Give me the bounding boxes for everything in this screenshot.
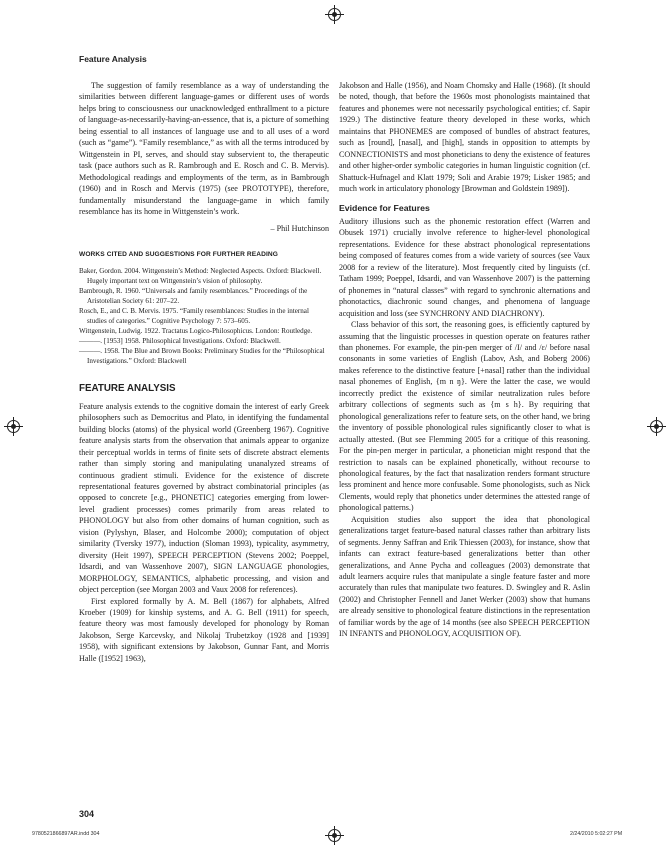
page-number: 304 <box>79 809 95 819</box>
evidence-paragraph: Class behavior of this sort, the reasoning goes, is efficiently captured by assuming that the linguistic processes in question operate on features rather than phonemes. For example, the pin-pen merger of /I/ and /ɛ/ before nasal consonants in some varieties of English (Labov, Ash, and Boberg 2006) makes reference to the distinctive feature [+nasal] rather than the individual nasal phonemes of English, {m n ŋ}. Were the latter the case, we would incorrectly predict the existence of similar neutralization rules before arbitrary collections of segments such as {m s h}. By requiring that phonological generalizations refer to feature sets, on the other hand, we bring the inventory of possible phonological rules significantly closer to what is actually attested. (But see Flemming 2005 for a critique of this reasoning. For the pin-pen merger in particular, a phonetician might respond that the restriction to nasals can be explained phonetically, without recourse to phonological features, by the fact that nasalization renders formant structure less prominent and hence more confusable. Some phonologists, such as Nick Clements, would reply that phonetics under determines the attested range of phonological patterns.) <box>339 320 590 513</box>
feature-paragraph: First explored formally by A. M. Bell (1867) for alphabets, Alfred Kroeber (1909) for kinship systems, and A. G. Bell (1911) for speech, feature theory was most famously developed for phonology by Roman Jakobson, Serge Karcevsky, and Nikolaj Trubetzkoy (1928 and [1939] 1958), with significant extensions by Jakobson, Gunnar Fant, and Morris Halle ([1952] 1963), <box>79 596 329 663</box>
works-cited-heading: WORKS CITED AND SUGGESTIONS FOR FURTHER READING <box>79 250 278 258</box>
left-column <box>79 80 329 664</box>
reference-item: ———. [1953] 1958. Philosophical Investigations. Oxford: Blackwell. <box>79 337 281 346</box>
reference-item: Wittgenstein, Ludwig. 1922. Tractatus Logico-Philosophicus. London: Routledge. <box>79 327 313 336</box>
evidence-paragraph: Acquisition studies also support the idea that phonological generalizations target feature-based natural classes rather than arbitrary lists of segments. Jenny Saffran and Erik Thiessen (2003), for instance, show that infants can extract feature-based generalizations better than other generalizations, and Anne Pycha and colleagues (2003) demonstrate that adult learners acquire rules that manipulate a single feature faster and more accurately than rules that manipulate two features. D. Swingley and R. Aslin (2002) and Christopher Fennell and Janet Werker (2003) show that humans are already sensitive to phonological feature distinctions in the representation of familiar words by the age of 14 months (see also SPEECH PERCEPTION IN INFANTS and PHONOLOGY, ACQUISITION OF). <box>339 514 590 639</box>
registration-mark-bottom-icon <box>328 829 341 842</box>
feature-paragraph: Feature analysis extends to the cognitive domain the interest of early Greek philosophers such as Democritus and Plato, in identifying the fundamental building blocks (atoms) of the physical world (Greenberg 1967). Cognitive feature analysis starts from the observation that animals appear to organize their perceptual worlds in terms of finite sets of discrete abstract elements rather than simply storing and manipulating unanalyzed streams of continuous gradient stimuli. Evidence for the existence of discrete representational features governed by abstract combinatorial principles (as opposed to concrete [e.g., PHONETIC] categories emerging from lower-level gradient processes) comes primarily from areas related to PHONOLOGY but also from other domains of human cognition, such as vision (Pylyshyn, Blaser, and Holcombe 2000); computation of object similarity (Tversky 1977), induction (Sloman 1993), typicality, asymmetry, diversity (Heit 1997), SPEECH PERCEPTION (Stevens 2002; Poeppel, Idsardi, and van Wassenhove 2007), SIGN LANGUAGE phonologies, MORPHOLOGY, SEMANTICS, alphabetic processing, and vision and object perception (see Morgan 2003 and Vaux 2008 for references). <box>79 401 329 595</box>
evidence-paragraph: Auditory illusions such as the phonemic restoration effect (Warren and Obusek 1971) crucially involve reference to higher-level phonological representations. Evidence for these abstract phonological representations being composed of features comes from a wide variety of sources (see Vaux 2008 for a review of the literature). Most frequently cited by linguists (cf. Tatham 1999; Poeppel, Idsardi, and van Wassenhove 2007) is the patterning of phonemes in “natural classes” with regard to synchronic alternations and phonotactics, diachronic sound changes, and phenomena of language acquisition and loss (see SYNCHRONY AND DIACHRONY). <box>339 216 590 318</box>
reference-item: Baker, Gordon. 2004. Wittgenstein’s Method: Neglected Aspects. Oxford: Blackwell. Hugely important text on Wittgenstein’s vision of philosophy. <box>79 267 322 286</box>
footer-timestamp: 2/24/2010 5:02:27 PM <box>570 831 623 837</box>
reference-list <box>79 266 329 366</box>
evidence-heading: Evidence for Features <box>339 202 430 213</box>
intro-paragraph: The suggestion of family resemblance as a way of understanding the similarities between different language-games or different uses of words helps bring to consciousness our unacknowledged enthrallment to a picture of language-as-necessarily-having-an-essence, that is, a picture of something being essential to all instances of language use and to all uses of a word (such as “game”). “Family resemblance,” as with all the terms introduced by Wittgenstein in PI, serves, and should stay subservient to, the therapeutic task (pace authors such as R. Rambrough and E. Rosch and C. B. Mervis). Methodological readings and employments of the term, as in Bambrough (1960) and in Rosch and Mervis (1975) (see PROTOTYPE), therefore, fundamentally misunderstand the language-game in which family resemblance has its home in Wittgenstein’s work. <box>79 81 329 216</box>
right-column <box>339 80 590 640</box>
running-head: Feature Analysis <box>79 54 147 64</box>
reference-item: ———. 1958. The Blue and Brown Books: Preliminary Studies for the “Philosophical Investigations.” Oxford: Blackwell <box>79 347 325 366</box>
footer-file-info: 9780521866897AR.indd 304 <box>32 831 100 837</box>
registration-mark-right-icon <box>650 420 663 433</box>
reference-item: Rosch, E., and C. B. Mervis. 1975. “Family resemblances: Studies in the internal studies of categories.” Cognitive Psychology 7: 573–605. <box>79 307 309 326</box>
feature-analysis-heading: FEATURE ANALYSIS <box>79 383 176 395</box>
reference-item: Bambrough, R. 1960. “Universals and family resemblances.” Proceedings of the Aristotelian Society 61: 207–22. <box>79 287 308 306</box>
author-signature: – Phil Hutchinson <box>270 224 329 234</box>
registration-mark-left-icon <box>7 420 20 433</box>
continued-paragraph: Jakobson and Halle (1956), and Noam Chomsky and Halle (1968). (It should be noted, though, that before the 1960s most phonologists maintained that features and phonemes were not necessarily psychological entities; cf. Sapir 1929.) The distinctive feature theory developed in these works, which maintains that PHONEMES are composed of bundles of abstract features, such as [round], [nasal], and [high], stands in opposition to attempts by CONNECTIONISTS and most phoneticians to deny the existence of features and other higher-order symbolic categories in human linguistic cognition (cf. Shattuck-Hufnagel and Klatt 1979; Soli and Arabie 1979; Lisker 1985; and much work in articulatory phonology [Browman and Goldstein 1989]). <box>339 81 590 194</box>
registration-mark-top-icon <box>328 8 341 21</box>
